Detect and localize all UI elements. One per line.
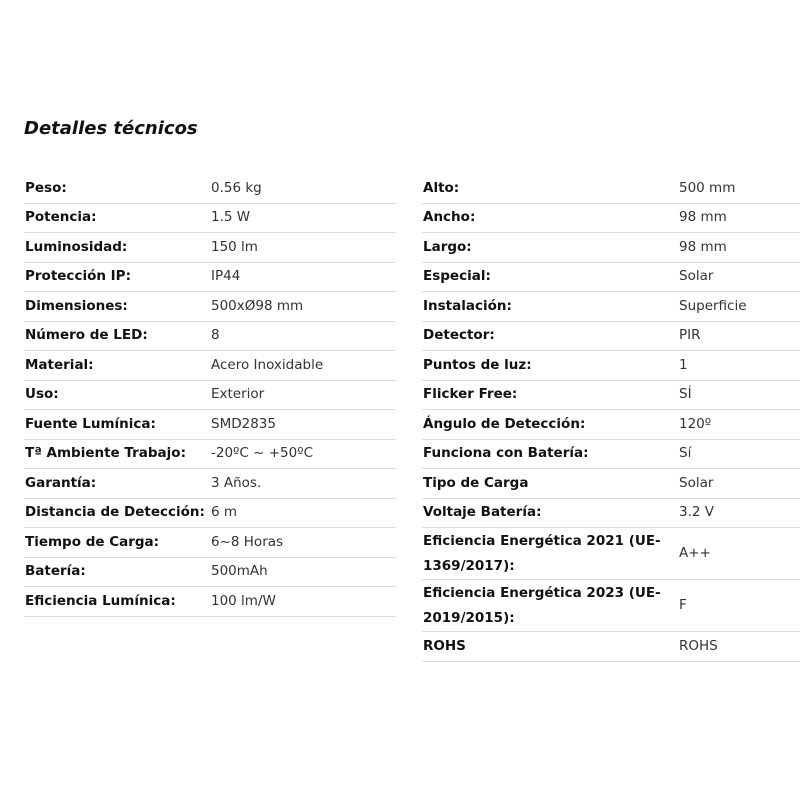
spec-label: Potencia: (24, 203, 211, 233)
spec-label: Tiempo de Carga: (24, 528, 211, 558)
spec-label: Dimensiones: (24, 292, 211, 322)
spec-value: Sí (679, 439, 800, 469)
spec-value: 150 lm (211, 233, 396, 263)
spec-row (422, 233, 800, 263)
spec-label: Número de LED: (24, 321, 211, 351)
spec-row (422, 498, 800, 528)
specs-table-left (24, 174, 396, 617)
spec-label: Fuente Lumínica: (24, 410, 211, 440)
spec-row (24, 469, 396, 499)
spec-value: IP44 (211, 262, 396, 292)
spec-row (24, 557, 396, 587)
spec-value: 100 lm/W (211, 587, 396, 617)
spec-value: 500mAh (211, 557, 396, 587)
spec-row (24, 410, 396, 440)
spec-row (422, 469, 800, 499)
spec-label: Instalación: (422, 292, 679, 322)
spec-value: Acero Inoxidable (211, 351, 396, 381)
spec-label: Ancho: (422, 203, 679, 233)
spec-row (24, 351, 396, 381)
spec-row (422, 439, 800, 469)
spec-label: Peso: (24, 174, 211, 203)
spec-row (422, 203, 800, 233)
spec-row (422, 380, 800, 410)
spec-row (422, 262, 800, 292)
spec-label: Especial: (422, 262, 679, 292)
spec-value: 8 (211, 321, 396, 351)
spec-value: 500xØ98 mm (211, 292, 396, 322)
spec-label: Puntos de luz: (422, 351, 679, 381)
spec-label: Uso: (24, 380, 211, 410)
spec-value: 120º (679, 410, 800, 440)
spec-value: Exterior (211, 380, 396, 410)
spec-label: Tipo de Carga (422, 469, 679, 499)
section-title: Detalles técnicos (24, 118, 198, 139)
spec-value: 98 mm (679, 233, 800, 263)
spec-row (24, 587, 396, 617)
spec-value: 1.5 W (211, 203, 396, 233)
spec-value: F (679, 580, 800, 632)
spec-value: SÍ (679, 380, 800, 410)
spec-row (24, 174, 396, 203)
spec-row (24, 380, 396, 410)
spec-row (24, 292, 396, 322)
spec-value: 6 m (211, 498, 396, 528)
specs-table-right (422, 174, 800, 662)
spec-row (422, 321, 800, 351)
spec-row (422, 580, 800, 632)
spec-label: Eficiencia Lumínica: (24, 587, 211, 617)
spec-row (24, 498, 396, 528)
spec-label: Protección IP: (24, 262, 211, 292)
spec-value: Superficie (679, 292, 800, 322)
spec-row (422, 292, 800, 322)
spec-label: Flicker Free: (422, 380, 679, 410)
spec-value: 1 (679, 351, 800, 381)
spec-row (24, 262, 396, 292)
spec-value: 0.56 kg (211, 174, 396, 203)
spec-row (24, 439, 396, 469)
spec-value: Solar (679, 262, 800, 292)
spec-value: 3 Años. (211, 469, 396, 499)
spec-value: ROHS (679, 632, 800, 662)
spec-label: Ángulo de Detección: (422, 410, 679, 440)
spec-label: Largo: (422, 233, 679, 263)
spec-value: 6~8 Horas (211, 528, 396, 558)
spec-label: Funciona con Batería: (422, 439, 679, 469)
spec-row (24, 321, 396, 351)
spec-label: ROHS (422, 632, 679, 662)
spec-label: Detector: (422, 321, 679, 351)
spec-value: 98 mm (679, 203, 800, 233)
spec-value: PIR (679, 321, 800, 351)
spec-row (422, 351, 800, 381)
spec-value: A++ (679, 528, 800, 580)
spec-row (422, 632, 800, 662)
spec-label: Tª Ambiente Trabajo: (24, 439, 211, 469)
spec-value: 3.2 V (679, 498, 800, 528)
spec-row (24, 203, 396, 233)
spec-value: -20ºC ~ +50ºC (211, 439, 396, 469)
spec-value: SMD2835 (211, 410, 396, 440)
spec-label: Luminosidad: (24, 233, 211, 263)
spec-row (422, 528, 800, 580)
spec-label: Material: (24, 351, 211, 381)
spec-row (24, 528, 396, 558)
spec-value: Solar (679, 469, 800, 499)
spec-row (24, 233, 396, 263)
spec-label: Distancia de Detección: (24, 498, 211, 528)
spec-row (422, 174, 800, 203)
spec-row (422, 410, 800, 440)
spec-label: Eficiencia Energética 2021 (UE-1369/2017): (422, 528, 679, 580)
spec-label: Alto: (422, 174, 679, 203)
spec-label: Eficiencia Energética 2023 (UE-2019/2015): (422, 580, 679, 632)
spec-label: Garantía: (24, 469, 211, 499)
spec-label: Batería: (24, 557, 211, 587)
spec-label: Voltaje Batería: (422, 498, 679, 528)
spec-value: 500 mm (679, 174, 800, 203)
